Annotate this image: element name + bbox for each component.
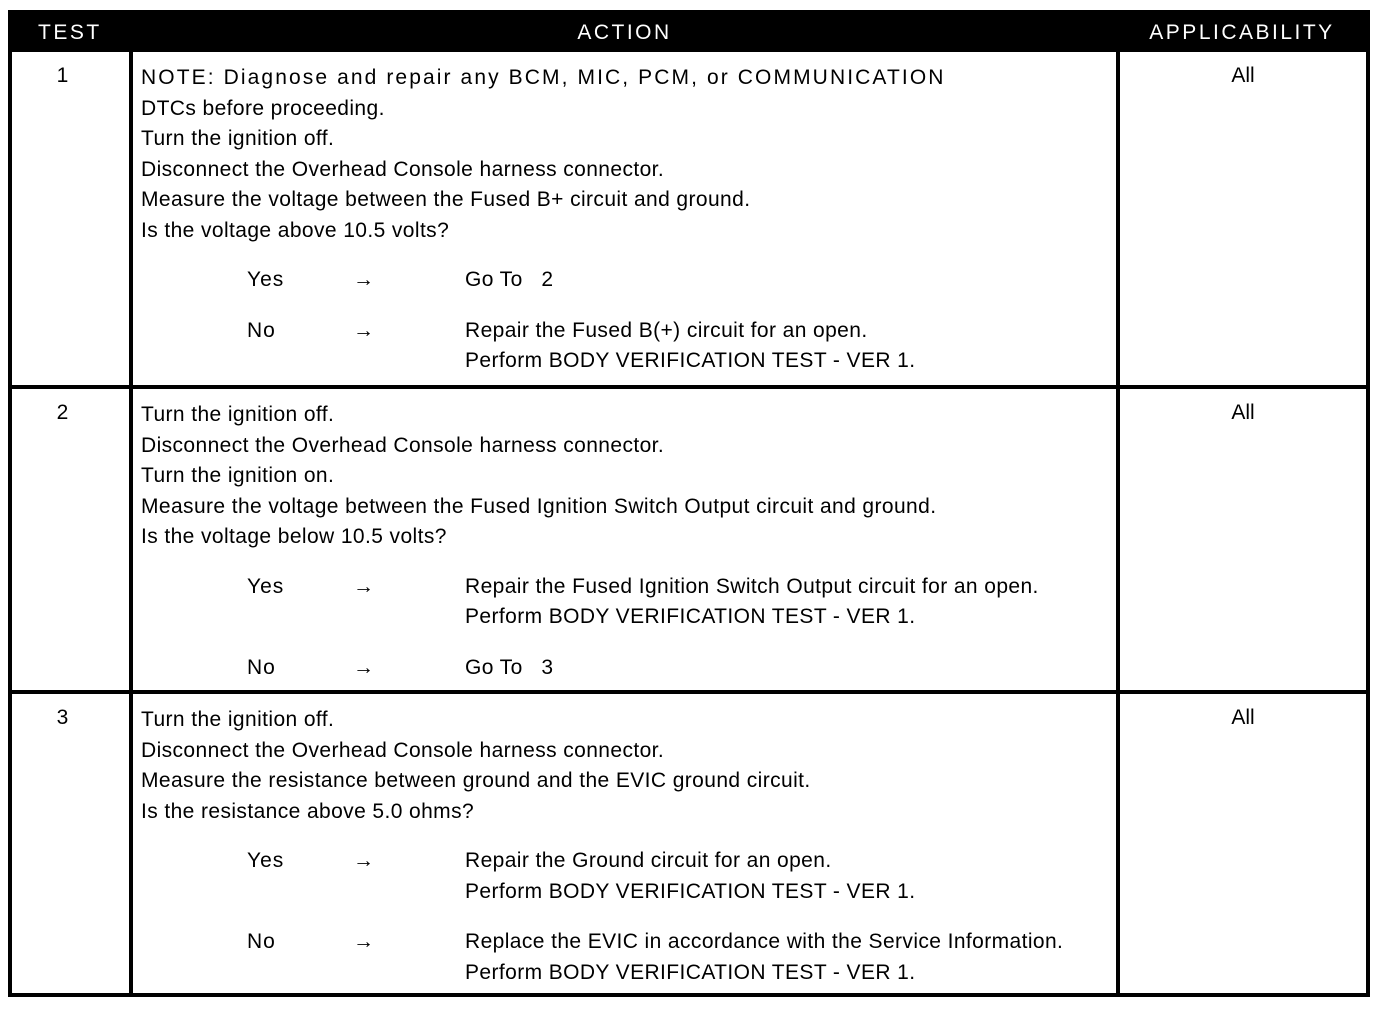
branch-label: Yes xyxy=(247,849,285,872)
branch-result xyxy=(465,572,1039,633)
branch-no xyxy=(141,927,1116,988)
branch-result xyxy=(465,653,553,684)
test-applicability: All xyxy=(1118,387,1366,692)
action-line: Measure the voltage between the Fused B+ circuit and ground. xyxy=(141,188,751,211)
branch-result-line: Repair the Ground circuit for an open. xyxy=(465,849,832,872)
action-line: NOTE: Diagnose and repair any BCM, MIC, PCM, or COMMUNICATION xyxy=(141,66,946,89)
branch-result-line: Go To 3 xyxy=(465,655,554,679)
header-applicability: APPLICABILITY xyxy=(1118,14,1366,52)
branch-result-line: Repair the Fused Ignition Switch Output circuit for an open. xyxy=(465,574,1039,598)
test-number: 2 xyxy=(12,387,131,692)
action-line: Disconnect the Overhead Console harness connector. xyxy=(141,738,665,762)
action-line: Disconnect the Overhead Console harness connector. xyxy=(141,433,665,457)
arrow-right-icon: → xyxy=(353,574,374,598)
arrow-right-icon: → xyxy=(353,655,374,679)
test-applicability: All xyxy=(1231,64,1255,87)
test-row-2 xyxy=(12,387,1366,692)
branch-no xyxy=(141,653,1116,684)
action-line: Is the voltage below 10.5 volts? xyxy=(141,525,447,548)
test-row-1 xyxy=(12,52,1366,387)
branch-yes xyxy=(141,265,1116,296)
test-row-3 xyxy=(12,692,1366,995)
test-number: 1 xyxy=(12,52,131,387)
header-action: ACTION xyxy=(131,14,1118,52)
branch-label: No xyxy=(247,318,276,342)
arrow-right-icon: → xyxy=(353,268,374,291)
branch-yes xyxy=(141,846,1116,907)
branch-result xyxy=(465,927,1063,988)
branch-label: Yes xyxy=(247,268,285,291)
branch-no xyxy=(141,316,1116,377)
branch-result-line: Repair the Fused B(+) circuit for an open. xyxy=(465,318,868,342)
branch-result xyxy=(465,316,915,377)
branch-result-line: Perform BODY VERIFICATION TEST - VER 1. xyxy=(465,349,916,372)
branch-label: No xyxy=(247,930,276,953)
branch-result xyxy=(465,265,553,296)
branch-result-line: Perform BODY VERIFICATION TEST - VER 1. xyxy=(465,605,916,628)
action-line: Is the voltage above 10.5 volts? xyxy=(141,218,450,242)
branch-result-line: Replace the EVIC in accordance with the Service Information. xyxy=(465,930,1064,953)
action-line: Turn the ignition off. xyxy=(141,127,335,150)
test-number: 3 xyxy=(12,692,131,995)
branch-result-line: Perform BODY VERIFICATION TEST - VER 1. xyxy=(465,879,916,903)
action-line: Measure the voltage between the Fused Ignition Switch Output circuit and ground. xyxy=(141,494,937,518)
action-line: DTCs before proceeding. xyxy=(141,96,385,120)
action-line: Turn the ignition off. xyxy=(141,708,335,731)
action-line: Turn the ignition off. xyxy=(141,403,335,426)
test-action xyxy=(131,387,1118,692)
test-action xyxy=(131,692,1118,995)
header-row xyxy=(12,14,1366,52)
action-line: Turn the ignition on. xyxy=(141,464,335,487)
branch-label: No xyxy=(247,655,276,679)
test-action xyxy=(131,52,1118,387)
test-table xyxy=(12,14,1366,995)
branch-result xyxy=(465,846,915,907)
branch-result-line: Perform BODY VERIFICATION TEST - VER 1. xyxy=(465,960,916,984)
header-test: TEST xyxy=(12,14,131,52)
arrow-right-icon: → xyxy=(353,318,374,342)
action-line: Measure the resistance between ground and the EVIC ground circuit. xyxy=(141,769,811,792)
action-line: Disconnect the Overhead Console harness connector. xyxy=(141,157,665,181)
branch-result-line: Go To 2 xyxy=(465,268,554,291)
branch-yes xyxy=(141,572,1116,633)
test-applicability: All xyxy=(1118,692,1366,995)
arrow-right-icon: → xyxy=(353,930,374,953)
action-line: Is the resistance above 5.0 ohms? xyxy=(141,799,475,823)
diagnostic-test-table xyxy=(8,10,1370,997)
arrow-right-icon: → xyxy=(353,849,374,872)
branch-label: Yes xyxy=(247,574,285,598)
